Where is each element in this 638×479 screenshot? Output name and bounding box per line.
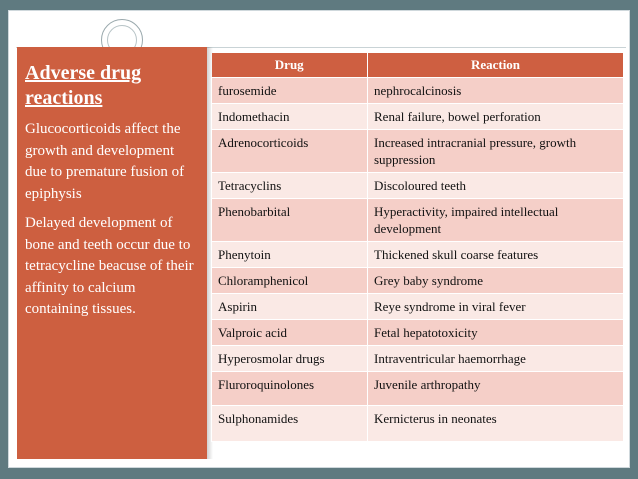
cell-drug: Hyperosmolar drugs: [212, 346, 368, 372]
cell-drug: Adrenocorticoids: [212, 130, 368, 173]
cell-drug: Phenobarbital: [212, 199, 368, 242]
cell-reaction: Kernicterus in neonates: [368, 406, 624, 442]
table-row: [212, 173, 624, 199]
panel-paragraph: Glucocorticoids affect the growth and development due to premature fusion of epiphysis: [25, 121, 185, 202]
cell-drug: Fluroroquinolones: [212, 372, 368, 406]
cell-reaction: Renal failure, bowel perforation: [368, 104, 624, 130]
panel-title: Adverse drug reactions: [25, 62, 142, 109]
panel-paragraph: Delayed development of bone and teeth occur due to tetracycline beacuse of their affinity to calcium containing tissues.: [25, 215, 194, 317]
header-reaction: Reaction: [368, 53, 624, 78]
table-body: [212, 78, 624, 442]
drug-reaction-table: [211, 53, 624, 442]
cell-reaction: Hyperactivity, impaired intellectual development: [368, 199, 624, 242]
cell-reaction: Reye syndrome in viral fever: [368, 294, 624, 320]
cell-reaction: nephrocalcinosis: [368, 78, 624, 104]
cell-drug: Phenytoin: [212, 242, 368, 268]
cell-drug: Sulphonamides: [212, 406, 368, 442]
cell-drug: Valproic acid: [212, 320, 368, 346]
left-panel: [17, 47, 207, 459]
table-row: [212, 104, 624, 130]
cell-reaction: Fetal hepatotoxicity: [368, 320, 624, 346]
header-drug: Drug: [212, 53, 368, 78]
table-header-row: [212, 53, 624, 78]
table-row: [212, 268, 624, 294]
slide: [8, 10, 630, 468]
table-row: [212, 294, 624, 320]
table-row: [212, 346, 624, 372]
cell-drug: Tetracyclins: [212, 173, 368, 199]
table-row: [212, 130, 624, 173]
drug-reaction-table-wrap: [211, 53, 623, 442]
cell-reaction: Thickened skull coarse features: [368, 242, 624, 268]
cell-reaction: Intraventricular haemorrhage: [368, 346, 624, 372]
cell-drug: Indomethacin: [212, 104, 368, 130]
cell-drug: furosemide: [212, 78, 368, 104]
table-row: [212, 199, 624, 242]
cell-reaction: Juvenile arthropathy: [368, 372, 624, 406]
table-row: [212, 406, 624, 442]
cell-drug: Chloramphenicol: [212, 268, 368, 294]
cell-drug: Aspirin: [212, 294, 368, 320]
cell-reaction: Grey baby syndrome: [368, 268, 624, 294]
table-row: [212, 320, 624, 346]
cell-reaction: Discoloured teeth: [368, 173, 624, 199]
table-row: [212, 78, 624, 104]
cell-reaction: Increased intracranial pressure, growth suppression: [368, 130, 624, 173]
table-row: [212, 372, 624, 406]
table-row: [212, 242, 624, 268]
